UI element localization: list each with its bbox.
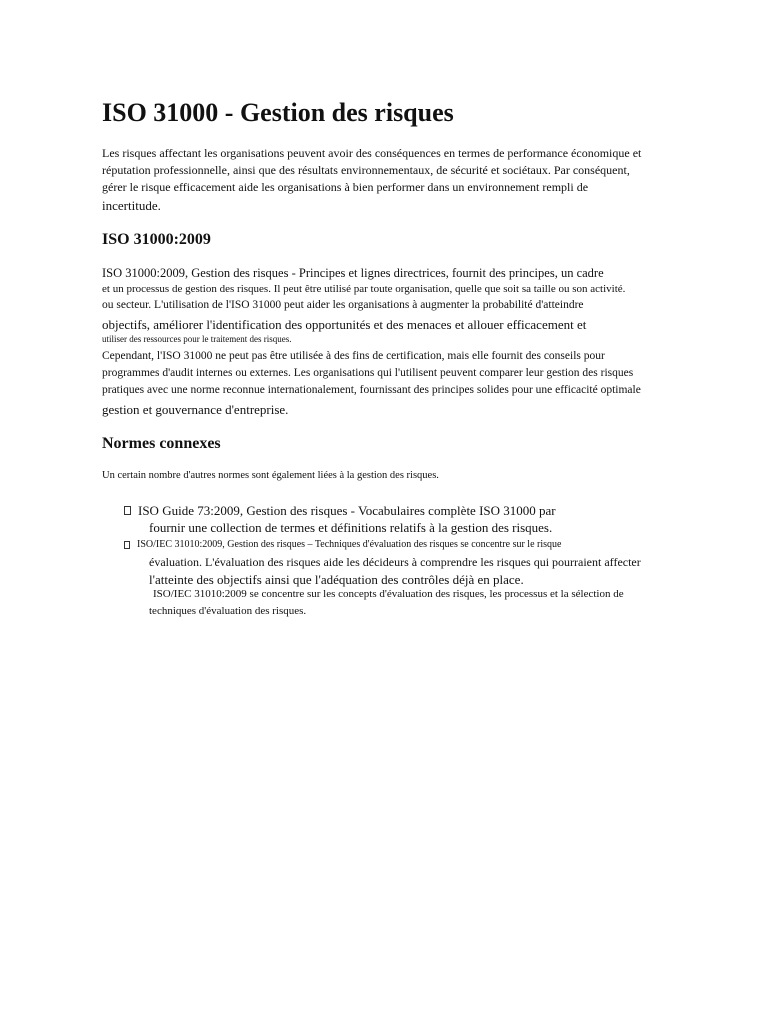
list-item-line: évaluation. L'évaluation des risques aide les décideurs à comprendre les risques qui pourraient affecter xyxy=(149,555,641,569)
section1-line: pratiques avec une norme reconnue internationalement, fournissant des principes solides pour une efficacité optimale xyxy=(102,384,641,396)
section-heading-normes-connexes: Normes connexes xyxy=(102,435,221,452)
intro-line: réputation professionnelle, ainsi que des résultats environnementaux, de sécurité et sociétaux. Par conséquent, xyxy=(102,163,630,177)
section1-line: ISO 31000:2009, Gestion des risques - Principes et lignes directrices, fournit des principes, un cadre xyxy=(102,266,604,280)
list-item-line: l'atteinte des objectifs ainsi que l'adéquation des contrôles déjà en place. xyxy=(149,572,524,587)
list-item-line: ISO Guide 73:2009, Gestion des risques - Vocabulaires complète ISO 31000 par xyxy=(138,503,556,518)
section1-line: Cependant, l'ISO 31000 ne peut pas être utilisée à des fins de certification, mais elle fournit des conseils pour xyxy=(102,350,605,362)
intro-line: gérer le risque efficacement aide les organisations à bien performer dans un environnement rempli de xyxy=(102,180,589,194)
list-item-line: ISO/IEC 31010:2009 se concentre sur les concepts d'évaluation des risques, les processus et la sélection de xyxy=(153,588,624,600)
section-heading-iso-31000-2009: ISO 31000:2009 xyxy=(102,231,211,248)
list-item-line: ISO/IEC 31010:2009, Gestion des risques – Techniques d'évaluation des risques se concentre sur le risque xyxy=(137,539,562,550)
section1-line: et un processus de gestion des risques. Il peut être utilisé par toute organisation, quelle que soit sa taille ou son activité. xyxy=(102,283,626,295)
page-title: ISO 31000 - Gestion des risques xyxy=(102,98,454,127)
bullet-box-icon xyxy=(124,541,130,549)
section1-line: ou secteur. L'utilisation de l'ISO 31000 peut aider les organisations à augmenter la probabilité d'atteindre xyxy=(102,299,584,311)
list-item-line: fournir une collection de termes et définitions relatifs à la gestion des risques. xyxy=(149,520,553,535)
intro-line: Les risques affectant les organisations peuvent avoir des conséquences en termes de performance économique et xyxy=(102,146,642,160)
section2-intro: Un certain nombre d'autres normes sont également liées à la gestion des risques. xyxy=(102,470,439,481)
section1-line: utiliser des ressources pour le traitement des risques. xyxy=(102,334,292,344)
section1-line: programmes d'audit internes ou externes. Les organisations qui l'utilisent peuvent comparer leur gestion des risques xyxy=(102,367,634,379)
section1-line: gestion et gouvernance d'entreprise. xyxy=(102,402,289,417)
list-item-line: techniques d'évaluation des risques. xyxy=(149,605,307,617)
bullet-box-icon xyxy=(124,506,131,515)
intro-line: incertitude. xyxy=(102,198,161,213)
section1-line: objectifs, améliorer l'identification des opportunités et des menaces et allouer efficacement et xyxy=(102,317,587,332)
